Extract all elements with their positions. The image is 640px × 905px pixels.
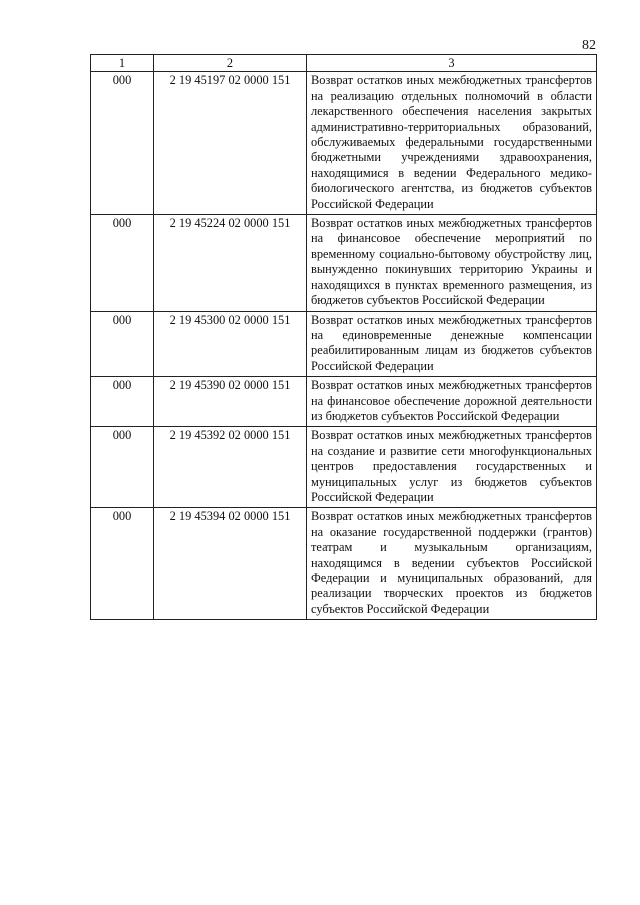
admin-code-cell: 000: [91, 377, 154, 427]
revenue-code-cell: 2 19 45197 02 0000 151: [154, 72, 307, 215]
revenue-code-cell: 2 19 45392 02 0000 151: [154, 427, 307, 508]
table-row: [91, 377, 597, 427]
budget-code-table: [90, 54, 597, 620]
revenue-code-cell: 2 19 45394 02 0000 151: [154, 508, 307, 620]
revenue-code-cell: 2 19 45390 02 0000 151: [154, 377, 307, 427]
description-cell: Возврат остатков иных межбюджетных трансфертов на финансовое обеспечение дорожной деятельности из бюджетов субъектов Российской Федерации: [307, 377, 597, 427]
description-cell: Возврат остатков иных межбюджетных трансфертов на финансовое обеспечение мероприятий по временному социально-бытовому обустройству лиц, вынужденно покинувших территорию Украины и находящихся в пунктах временного размещения, из бюджетов субъектов Российской Федерации: [307, 215, 597, 311]
admin-code-cell: 000: [91, 215, 154, 311]
admin-code-cell: 000: [91, 311, 154, 377]
column-header-3: 3: [307, 55, 597, 72]
table-row: [91, 311, 597, 377]
table-row: [91, 215, 597, 311]
description-cell: Возврат остатков иных межбюджетных трансфертов на оказание государственной поддержки (грантов) театрам и музыкальным организациям, находящимся в ведении субъектов Российской Федерации и муниципальных образований, для реализации творческих проектов из бюджетов субъектов Российской Федерации: [307, 508, 597, 620]
table-row: [91, 72, 597, 215]
description-cell: Возврат остатков иных межбюджетных трансфертов на создание и развитие сети многофункциональных центров предоставления государственных и муниципальных услуг из бюджетов субъектов Российской Федерации: [307, 427, 597, 508]
admin-code-cell: 000: [91, 508, 154, 620]
admin-code-cell: 000: [91, 427, 154, 508]
description-cell: Возврат остатков иных межбюджетных трансфертов на единовременные денежные компенсации реабилитированным лицам из бюджетов субъектов Российской Федерации: [307, 311, 597, 377]
table-row: [91, 427, 597, 508]
table-row: [91, 508, 597, 620]
revenue-code-cell: 2 19 45224 02 0000 151: [154, 215, 307, 311]
table-header-row: [91, 55, 597, 72]
column-header-1: 1: [91, 55, 154, 72]
revenue-code-cell: 2 19 45300 02 0000 151: [154, 311, 307, 377]
page-number: 82: [582, 38, 596, 53]
description-cell: Возврат остатков иных межбюджетных трансфертов на реализацию отдельных полномочий в области лекарственного обеспечения населения закрытых административно-территориальных образований, обслуживаемых федеральными государственными бюджетными учреждениями здравоохранения, находящимися в ведении Федерального медико-биологического агентства, из бюджетов субъектов Российской Федерации: [307, 72, 597, 215]
admin-code-cell: 000: [91, 72, 154, 215]
column-header-2: 2: [154, 55, 307, 72]
